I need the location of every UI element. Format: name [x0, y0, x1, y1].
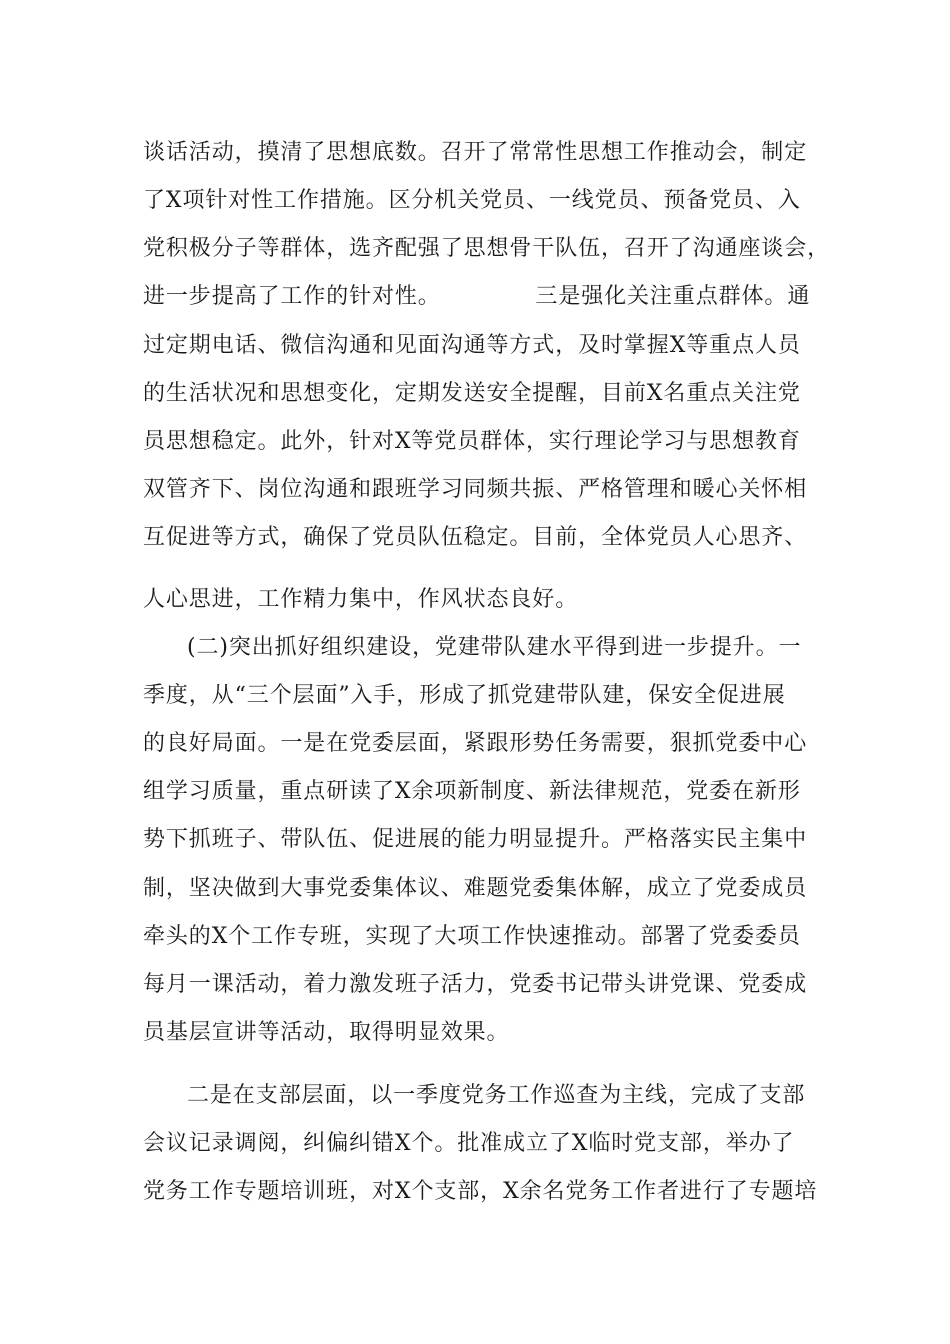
- text-line: 了X项针对性工作措施。区分机关党员、一线党员、预备党员、入: [143, 188, 801, 213]
- text-line: 党务工作专题培训班，对X个支部，X余名党务工作者进行了专题培: [143, 1179, 818, 1204]
- text-line: 进一步提高了工作的针对性。 三是强化关注重点群体。通: [143, 284, 811, 309]
- text-line: 每月一课活动，着力激发班子活力，党委书记带头讲党课、党委成: [143, 972, 808, 997]
- text-line: 势下抓班子、带队伍、促进展的能力明显提升。严格落实民主集中: [143, 827, 808, 852]
- text-line: 党积极分子等群体，选齐配强了思想骨干队伍，召开了沟通座谈会，: [143, 236, 831, 261]
- text-line: 季度，从“三个层面”入手，形成了抓党建带队建，保安全促进展: [143, 683, 786, 708]
- text-line: 牵头的X个工作专班，实现了大项工作快速推动。部署了党委委员: [143, 924, 801, 949]
- text-line: 人心思进，工作精力集中，作风状态良好。: [143, 587, 579, 612]
- text-line: 员基层宣讲等活动，取得明显效果。: [143, 1020, 510, 1045]
- paragraph-first-line: 二是在支部层面，以一季度党务工作巡查为主线，完成了支部: [187, 1083, 806, 1108]
- text-line: 员思想稳定。此外，针对X等党员群体，实行理论学习与思想教育: [143, 429, 801, 454]
- text-line: 谈话活动，摸清了思想底数。召开了常常性思想工作推动会，制定: [143, 140, 808, 165]
- text-line: 会议记录调阅，纠偏纠错X个。批准成立了X临时党支部，举办了: [143, 1131, 795, 1156]
- text-line: 双管齐下、岗位沟通和跟班学习同频共振、严格管理和暖心关怀相: [143, 477, 808, 502]
- text-line: 过定期电话、微信沟通和见面沟通等方式，及时掌握X等重点人员: [143, 333, 801, 358]
- text-line: 的良好局面。一是在党委层面，紧跟形势任务需要，狠抓党委中心: [143, 731, 808, 756]
- text-line: 互促进等方式，确保了党员队伍稳定。目前，全体党员人心思齐、: [143, 525, 808, 550]
- paragraph-first-line: (二)突出抓好组织建设，党建带队建水平得到进一步提升。一: [187, 635, 802, 660]
- text-line: 组学习质量，重点研读了X余项新制度、新法律规范，党委在新形: [143, 779, 801, 804]
- text-line: 的生活状况和思想变化，定期发送安全提醒，目前X名重点关注党: [143, 381, 801, 406]
- text-line: 制，坚决做到大事党委集体议、难题党委集体解，成立了党委成员: [143, 876, 808, 901]
